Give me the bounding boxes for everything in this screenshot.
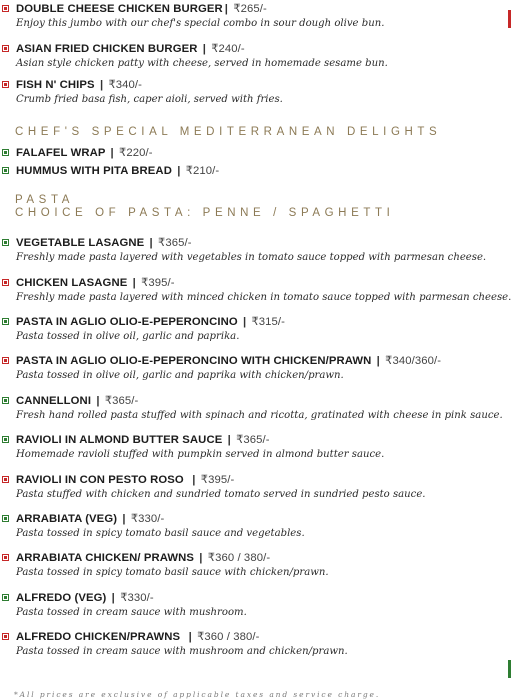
non-veg-icon [2, 554, 9, 561]
item-price: ₹395/- [200, 474, 235, 486]
item-description: Enjoy this jumbo with our chef's special combo in sour dough olive bun. [16, 18, 385, 29]
item-price: ₹360 / 380/- [197, 631, 260, 643]
item-name: PASTA IN AGLIO OLIO-E-PEPERONCINO [16, 316, 238, 328]
item-name: ASIAN FRIED CHICKEN BURGER [16, 43, 198, 55]
veg-icon [2, 515, 9, 522]
item-price: ₹360 / 380/- [207, 552, 271, 564]
item-name: ALFREDO CHICKEN/PRAWNS [16, 631, 181, 643]
item-description: Homemade ravioli stuffed with pumpkin served in almond butter sauce. [16, 449, 385, 460]
item-name: RAVIOLI IN ALMOND BUTTER SAUCE [16, 434, 223, 446]
item-price: ₹340/360/- [385, 355, 442, 367]
item-price: ₹365/- [104, 395, 139, 407]
item-name: RAVIOLI IN CON PESTO ROSO [16, 474, 184, 486]
section-subheading-pasta: CHOICE OF PASTA: PENNE / SPAGHETTI [15, 207, 395, 219]
item-price: ₹330/- [120, 592, 154, 604]
non-veg-icon [2, 633, 9, 640]
item-name: PASTA IN AGLIO OLIO-E-PEPERONCINO WITH CHICKEN/PRAWN [16, 355, 372, 367]
veg-icon [2, 436, 9, 443]
item-description: Pasta tossed in spicy tomato basil sauce with chicken/prawn. [16, 567, 329, 578]
item-name: FISH N' CHIPS [16, 79, 95, 91]
item-description: Pasta tossed in cream sauce with mushroom. [16, 607, 247, 618]
item-price: ₹365/- [236, 434, 270, 446]
item-description: Fresh hand rolled pasta stuffed with spinach and ricotta, gratinated with cheese in pink sauce. [16, 410, 503, 421]
item-price: ₹395/- [141, 277, 175, 289]
item-name: ALFREDO (VEG) [16, 592, 107, 604]
non-veg-icon [2, 476, 9, 483]
item-price: ₹220/- [119, 147, 153, 159]
section-heading-mediterranean: CHEF'S SPECIAL MEDITERRANEAN DELIGHTS [15, 126, 442, 138]
non-veg-icon [2, 45, 9, 52]
non-veg-icon [2, 357, 9, 364]
item-price: ₹265/- [233, 3, 267, 15]
non-veg-icon [2, 5, 9, 12]
item-price: ₹330/- [130, 513, 165, 525]
item-description: Pasta tossed in olive oil, garlic and paprika. [16, 331, 240, 342]
non-veg-icon [2, 81, 9, 88]
item-name: VEGETABLE LASAGNE [16, 237, 145, 249]
item-price: ₹365/- [158, 237, 192, 249]
veg-icon [2, 149, 9, 156]
non-veg-icon [2, 279, 9, 286]
item-price: ₹315/- [251, 316, 286, 328]
item-description: Pasta tossed in olive oil, garlic and paprika with chicken/prawn. [16, 370, 344, 381]
veg-icon [2, 318, 9, 325]
veg-icon [2, 239, 9, 246]
price-disclaimer: *All prices are exclusive of applicable taxes and service charge. [14, 690, 381, 699]
item-description: Asian style chicken patty with cheese, served in homemade sesame bun. [16, 58, 388, 69]
item-price: ₹210/- [185, 165, 220, 177]
item-name: ARRABIATA (VEG) [16, 513, 118, 525]
item-price: ₹240/- [211, 43, 245, 55]
item-name: CANNELLONI [16, 395, 92, 407]
veg-icon [2, 594, 9, 601]
section-heading-pasta: PASTA [15, 194, 74, 206]
item-price: ₹340/- [108, 79, 142, 91]
item-name: FALAFEL WRAP [16, 147, 106, 159]
item-description: Crumb fried basa fish, caper aioli, served with fries. [16, 94, 283, 105]
veg-icon [2, 397, 9, 404]
item-description: Pasta tossed in spicy tomato basil sauce and vegetables. [16, 528, 305, 539]
item-description: Freshly made pasta layered with vegetables in tomato sauce topped with parmesan cheese. [16, 252, 487, 263]
veg-icon [2, 167, 9, 174]
item-name: HUMMUS WITH PITA BREAD [16, 165, 172, 177]
item-name: ARRABIATA CHICKEN/ PRAWNS [16, 552, 195, 564]
item-description: Pasta stuffed with chicken and sundried tomato served in sundried pesto sauce. [16, 489, 426, 500]
item-name: DOUBLE CHEESE CHICKEN BURGER [16, 3, 223, 15]
item-description: Pasta tossed in cream sauce with mushroom and chicken/prawn. [16, 646, 348, 657]
item-name: CHICKEN LASAGNE [16, 277, 128, 289]
item-description: Freshly made pasta layered with minced chicken in tomato sauce topped with parmesan cheese. [16, 292, 511, 303]
